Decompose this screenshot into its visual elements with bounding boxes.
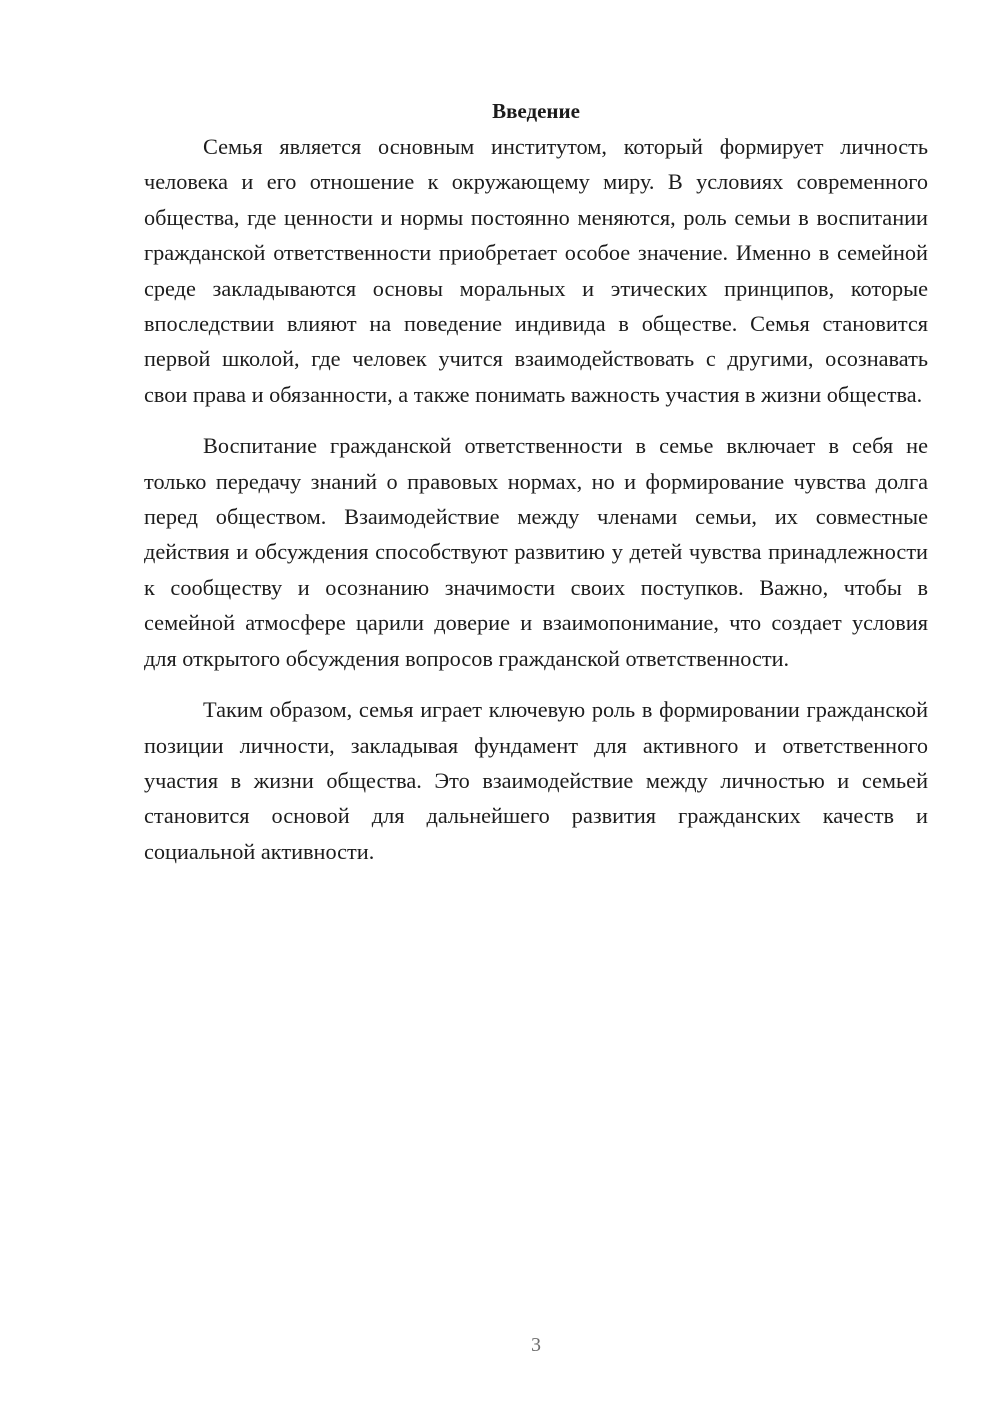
paragraph-1: Семья является основным институтом, который формирует личность человека и его отношение к окружающему миру. В условиях современного общества, где ценности и нормы постоянно меняются, роль семьи в воспитании гражданской ответственности приобретает особое значение. Именно в семейной среде закладываются основы моральных и этических принципов, которые впоследствии влияют на поведение индивида в обществе. Семья становится первой школой, где человек учится взаимодействовать с другими, осознавать свои права и обязанности, а также понимать важность участия в жизни общества. (144, 134, 928, 407)
section-heading: Введение (492, 99, 580, 123)
paragraph-3: Таким образом, семья играет ключевую роль в формировании гражданской позиции личности, закладывая фундамент для активного и ответственного участия в жизни общества. Это взаимодействие между личностью и семьей становится основой для дальнейшего развития гражданских качеств и социальной активности. (144, 697, 928, 864)
page-number: 3 (531, 1334, 541, 1356)
page-content (144, 94, 928, 885)
paragraph-2: Воспитание гражданской ответственности в семье включает в себя не только передачу знаний о правовых нормах, но и формирование чувства долга перед обществом. Взаимодействие между членами семьи, их совместные действия и обсуждения способствуют развитию у детей чувства принадлежности к сообществу и осознанию значимости своих поступков. Важно, чтобы в семейной атмосфере царили доверие и взаимопонимание, что создает условия для открытого обсуждения вопросов гражданской ответственности. (144, 433, 928, 671)
